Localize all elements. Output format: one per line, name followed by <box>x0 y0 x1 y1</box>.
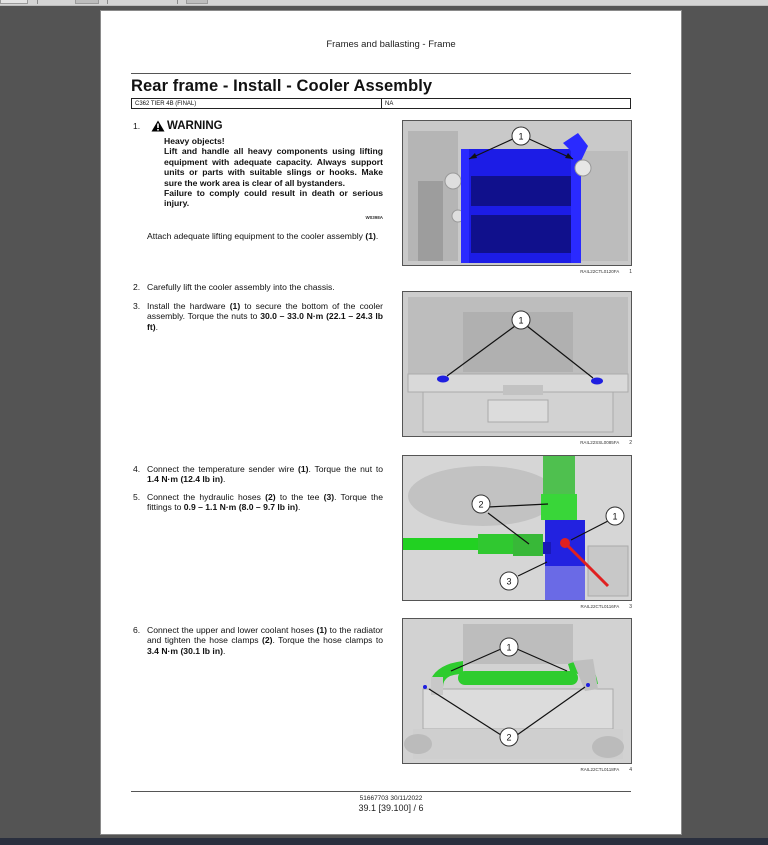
torque-value: 1.4 N·m <box>147 474 179 485</box>
variant-cell: NA <box>385 101 394 107</box>
step-text <box>147 492 383 513</box>
step-text <box>147 464 383 485</box>
step-text-part: to secure the bottom of the cooler assembly. Torque the nuts to <box>147 301 383 322</box>
running-head: Frames and ballasting - Frame <box>326 39 456 50</box>
warning-heading <box>151 120 383 132</box>
step-text-part: Install the hardware <box>147 301 230 311</box>
callout-ref: (1) <box>365 231 376 242</box>
svg-text:3: 3 <box>506 576 512 587</box>
step-number: 3. <box>133 301 141 311</box>
model-cell: C362 TIER 4B (FINAL) <box>132 99 382 108</box>
svg-text:1: 1 <box>612 511 618 522</box>
warning-code: W0398A <box>365 214 383 220</box>
step-text-part: . Torque the hose clamps to <box>272 635 383 646</box>
torque-value-imperial: (22.1 – 24.3 lb ft) <box>147 311 383 332</box>
callout-ref: (3) <box>323 492 335 502</box>
figure-4-caption <box>402 767 632 773</box>
torque-value: 3.4 N·m <box>147 645 179 656</box>
figure-code: RAIL22SSL0085FA <box>580 440 620 445</box>
step-5 <box>131 492 383 513</box>
figure-number: 2 <box>629 440 632 446</box>
figure-2 <box>402 291 632 437</box>
step-1 <box>131 121 383 242</box>
figure-code: RAIL22CTL0120FA <box>580 269 620 274</box>
toolbar-button[interactable] <box>0 0 28 4</box>
footer-divider <box>131 791 631 792</box>
warning-line: Heavy objects! <box>164 136 225 146</box>
callout-ref: (1) <box>297 464 309 474</box>
svg-text:1: 1 <box>518 131 524 142</box>
step-text <box>147 301 383 332</box>
figure-4 <box>402 618 632 764</box>
callout-ref: (2) <box>261 635 273 646</box>
svg-text:2: 2 <box>478 499 484 510</box>
footer-page-reference: 39.1 [39.100] / 6 <box>358 803 424 813</box>
step-text-part: . <box>222 474 226 485</box>
document-page <box>100 10 682 835</box>
warning-triangle-icon <box>151 120 165 132</box>
footer-document-code: 51667703 30/11/2022 <box>359 795 423 802</box>
callout-ref: (2) <box>265 492 276 502</box>
figure-number: 3 <box>629 604 632 610</box>
step-text-part: Connect the hydraulic hoses <box>147 492 266 502</box>
svg-text:2: 2 <box>506 732 512 743</box>
step-number: 5. <box>133 492 141 502</box>
callout-ref: (1) <box>229 301 241 311</box>
step-text: Carefully lift the cooler assembly into the chassis. <box>147 282 335 292</box>
toolbar-separator <box>177 0 178 4</box>
figure-code: RAIL22CTL0118FA <box>580 767 620 772</box>
torque-value-imperial: (12.4 lb in) <box>180 474 223 485</box>
step-text-part: . Torque the nut to <box>308 464 383 474</box>
torque-value-imperial: (8.0 – 9.7 lb in) <box>238 502 298 513</box>
warning-text <box>164 136 383 223</box>
toolbar-separator <box>37 0 38 4</box>
step-text-part: to the radiator and tighten the hose clamps <box>147 625 383 646</box>
callout-ref: (1) <box>316 625 328 635</box>
step-text-part: . <box>375 231 379 242</box>
toolbar-separator <box>107 0 108 4</box>
figure-code: RAIL22CTL0116FA <box>580 604 620 609</box>
torque-value-imperial: (30.1 lb in) <box>180 645 223 656</box>
toolbar-button[interactable] <box>75 0 99 4</box>
coolant-hoses-illustration <box>403 619 632 764</box>
page-title: Rear frame - Install - Cooler Assembly <box>131 77 433 95</box>
figure-3-caption <box>402 604 632 610</box>
figure-1-caption <box>402 269 632 275</box>
warning-label: WARNING <box>167 119 223 132</box>
toolbar-button[interactable] <box>186 0 208 4</box>
step-number: 1. <box>133 121 141 131</box>
bottom-taskbar-strip <box>0 838 768 845</box>
figure-1 <box>402 120 632 266</box>
applicability-box <box>131 98 631 109</box>
step-2 <box>131 282 383 292</box>
step-text-part: Attach adequate lifting equipment to the cooler assembly <box>147 231 366 242</box>
step-text-part: . Torque the fittings to <box>147 492 383 513</box>
figure-3 <box>402 455 632 601</box>
torque-value: 30.0 – 33.0 N·m <box>260 311 324 322</box>
step-text-part: Connect the temperature sender wire <box>147 464 298 474</box>
svg-text:1: 1 <box>506 642 512 653</box>
step-number: 6. <box>133 625 141 635</box>
hydraulic-tee-illustration <box>403 456 632 601</box>
warning-line: Lift and handle all heavy components using lifting equipment with adequate capacity. Always support units or parts with suitable slings or hooks. Make sure the work area is clear of all bystanders. <box>164 146 383 188</box>
step-text <box>147 231 383 241</box>
step-number: 4. <box>133 464 141 474</box>
step-6 <box>131 625 383 656</box>
step-text-part: . <box>155 321 158 332</box>
step-text-part: Connect the upper and lower coolant hoses <box>147 625 317 635</box>
step-text-part: . <box>297 502 301 513</box>
svg-text:1: 1 <box>518 315 524 326</box>
figure-number: 1 <box>629 269 632 275</box>
figure-2-caption <box>402 440 632 446</box>
step-4 <box>131 464 383 485</box>
figure-number: 4 <box>629 767 632 773</box>
cooler-assembly-illustration <box>403 121 632 266</box>
torque-value: 0.9 – 1.1 N·m <box>183 502 237 513</box>
title-divider <box>131 73 631 74</box>
cooler-bottom-hardware-illustration <box>403 292 632 437</box>
step-number: 2. <box>133 282 141 292</box>
step-text-part: to the tee <box>275 492 324 502</box>
step-text <box>147 625 383 656</box>
step-text-part: . <box>222 645 226 656</box>
step-3 <box>131 301 383 332</box>
warning-line: Failure to comply could result in death or serious injury. <box>164 188 383 209</box>
